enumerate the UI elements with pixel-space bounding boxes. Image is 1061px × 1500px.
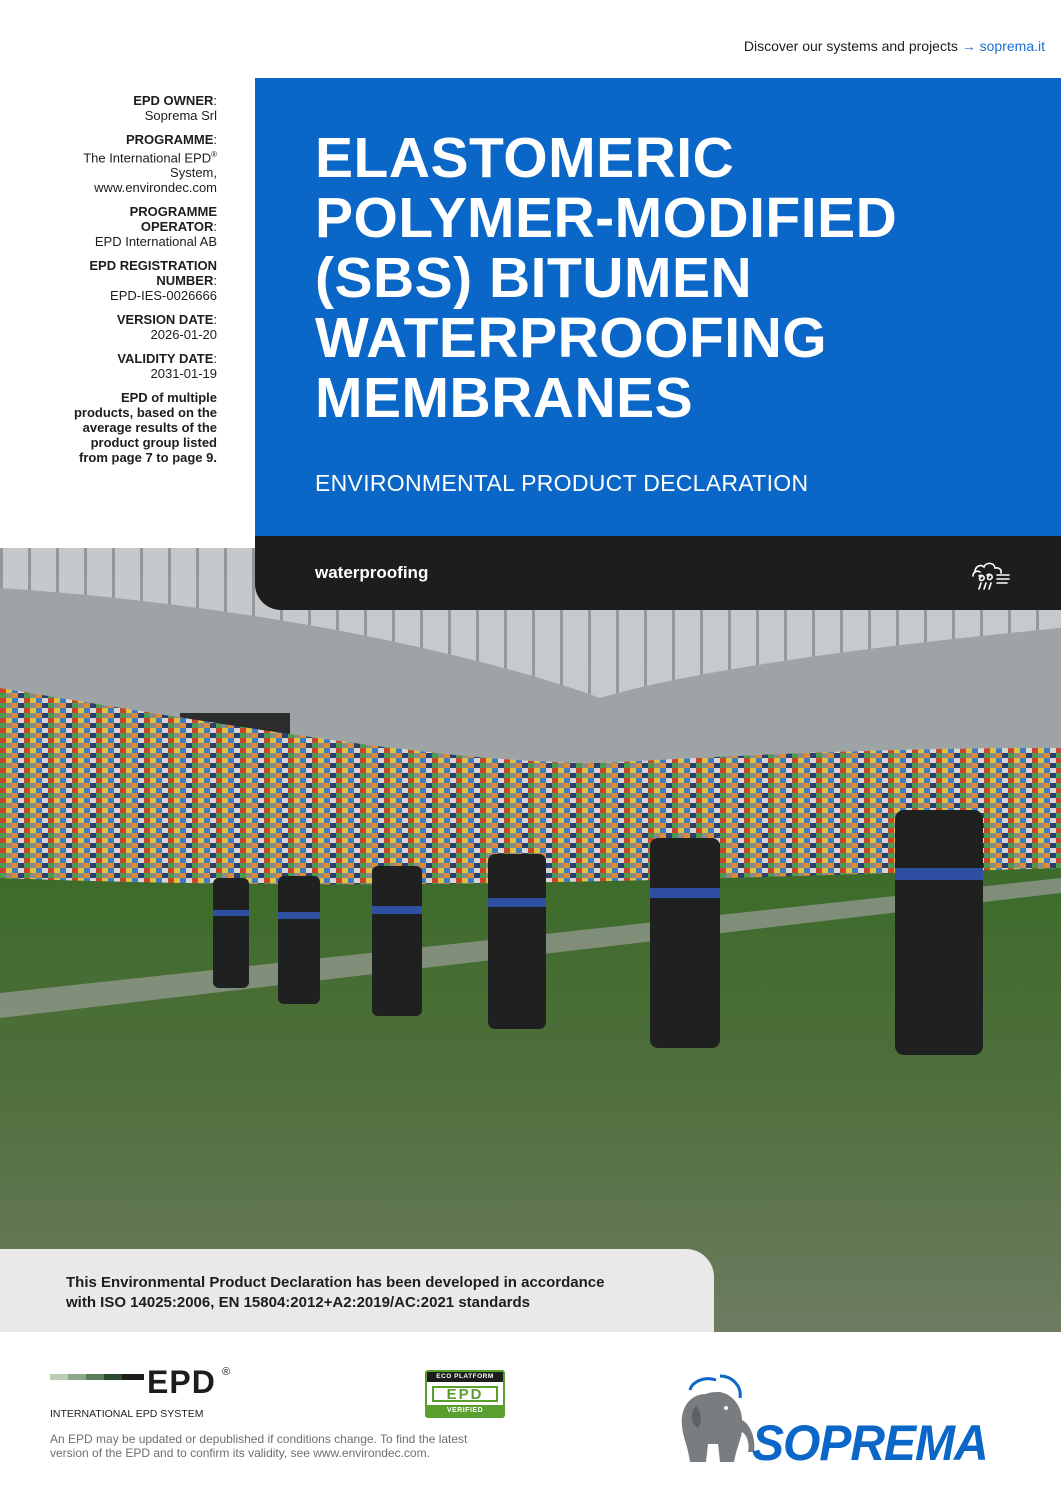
epd-owner: EPD OWNER: Soprema Srl [40,93,217,123]
document-title [315,128,1035,428]
registered-mark: ® [211,150,217,159]
note-line: EPD of multiple [120,390,217,406]
title-line: (SBS) BITUMEN [315,246,753,310]
statement-line-2: with ISO 14025:2006, EN 15804:2012+A2:2019/AC:2021 standards [66,1294,531,1311]
soprema-link[interactable]: soprema.it [979,38,1045,54]
note-line: average results of the [82,420,217,436]
programme-line1: The International EPD [83,150,212,166]
eco-badge-top: ECO PLATFORM [427,1372,503,1382]
eco-badge-mid: EPD [432,1386,498,1402]
validity-date: VALIDITY DATE: 2031-01-19 [40,351,217,381]
epd-owner-label: EPD OWNER [133,93,214,108]
title-block [255,78,1061,538]
header-prefix: Discover our systems and projects [743,38,958,54]
registration-value: EPD-IES-0026666 [110,288,217,304]
title-line: MEMBRANES [315,366,694,430]
epd-logo-stripes [50,1374,144,1380]
programme-line3[interactable]: www.environdec.com [94,180,217,196]
note-line: products, based on the [73,405,217,421]
category-bar [255,536,1061,610]
programme-operator: PROGRAMME OPERATOR: EPD International AB [40,204,217,249]
epd-logo-system: INTERNATIONAL EPD SYSTEM [50,1408,204,1420]
epd-logo-registered: ® [222,1366,231,1378]
epd-disclaimer [50,1432,520,1460]
epd-owner-value: Soprema Srl [144,108,217,123]
validity-value: 2031-01-19 [150,366,217,382]
registration-label-1: EPD REGISTRATION [89,258,217,274]
soprema-wordmark: SOPREMA [752,1415,988,1472]
programme-label: PROGRAMME [125,132,214,147]
disclaimer-line-2: version of the EPD and to confirm its validity, see www.environdec.com. [50,1446,430,1460]
statement-line-1: This Environmental Product Declaration has been developed in accordance [66,1274,605,1291]
eco-badge-bottom: VERIFIED [427,1405,503,1416]
statement-text [66,1273,666,1313]
title-line: ELASTOMERIC [315,126,735,190]
note-line: from page 7 to page 9. [79,450,217,466]
arrow-right-icon: → [961,38,976,54]
programme: PROGRAMME: The International EPD® System, www.environdec.com [40,132,217,195]
version-date: VERSION DATE: 2026-01-20 [40,312,217,342]
epd-logo-word: EPD [147,1364,216,1400]
category-label: waterproofing [315,563,429,582]
document-subtitle: ENVIRONMENTAL PRODUCT DECLARATION [315,470,809,496]
international-epd-logo [50,1364,240,1420]
programme-line2: System, [170,165,217,181]
title-line: POLYMER-MODIFIED [315,186,898,250]
title-line: WATERPROOFING [315,306,828,370]
stadium-photo [0,548,1061,1332]
operator-value: EPD International AB [94,234,217,250]
epd-info-sidebar [40,93,217,465]
elephant-icon [676,1372,756,1468]
eco-platform-verified-badge [425,1370,505,1418]
multiple-products-note [40,390,217,465]
operator-label-1: PROGRAMME [129,204,217,220]
epd-registration: EPD REGISTRATION NUMBER: EPD-IES-0026666 [40,258,217,303]
disclaimer-line-1: An EPD may be updated or depublished if conditions change. To find the latest [50,1432,468,1446]
operator-label-2: OPERATOR [140,219,214,235]
footer [0,1332,1061,1500]
standards-statement [0,1249,714,1333]
validity-label: VALIDITY DATE [117,351,214,367]
registration-label-2: NUMBER [156,273,214,289]
version-label: VERSION DATE [116,312,214,328]
note-line: product group listed [90,435,217,451]
version-value: 2026-01-20 [150,327,217,343]
waterproofing-icon [969,556,1011,592]
header-link[interactable] [744,38,1045,54]
soprema-logo [676,1372,1016,1472]
